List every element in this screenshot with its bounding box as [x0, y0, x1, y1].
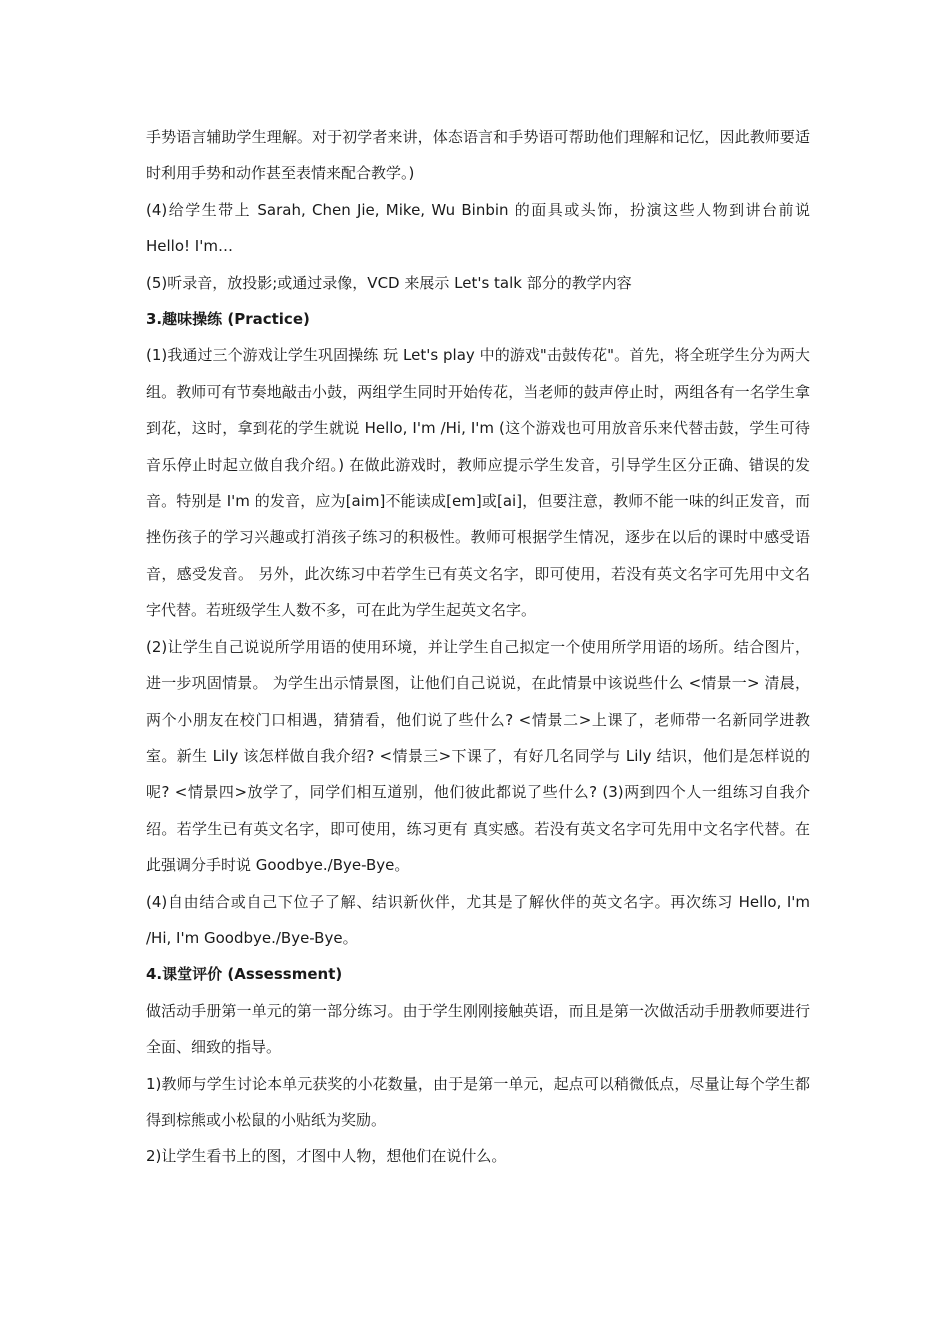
paragraph-activity-book: 做活动手册第一单元的第一部分练习。由于学生刚刚接触英语，而且是第一次做活动手册教师要进行全面、细致的指导。: [146, 1001, 810, 1057]
section-heading-assessment: 4.课堂评价 (Assessment): [146, 965, 343, 984]
paragraph-assessment-pictures: 2)让学生看书上的图，才图中人物，想他们在说什么。: [146, 1147, 507, 1166]
document-body: [146, 119, 810, 1175]
paragraph-practice-game: (1)我通过三个游戏让学生巩固操练 玩 Let's play 中的游戏"击鼓传花"。首先，将全班学生分为两大组。教师可有节奏地敲击小鼓，两组学生同时开始传花，当老师的鼓声停止时，两组各有一名学生拿到花，这时，拿到花的学生就说 Hello, I'm /Hi, I'm (这个游戏也可用放音乐来代替击鼓，学生可待音乐停止时起立做自我介绍。) 在做此游戏时，教师应提示学生发音，引导学生区分正确、错误的发音。特别是 I'm 的发音，应为[aim]不能读成[em]或[ai]，但要注意，教师不能一味的纠正发音，而挫伤孩子的学习兴趣或打消孩子练习的积极性。教师可根据学生情况，逐步在以后的课时中感受语音，感受发音。 另外，此次练习中若学生已有英文名字，即可使用，若没有英文名字可先用中文名字代替。若班级学生人数不多，可在此为学生起英文名字。: [146, 346, 810, 620]
paragraph-step-4-masks: (4)给学生带上 Sarah, Chen Jie, Mike, Wu Binbin 的面具或头饰，扮演这些人物到讲台前说 Hello! I'm…: [146, 200, 810, 256]
paragraph-practice-scenes: (2)让学生自己说说所学用语的使用环境，并让学生自己拟定一个使用所学用语的场所。结合图片，进一步巩固情景。 为学生出示情景图，让他们自己说说，在此情景中该说些什么 <情景一> 清晨，两个小朋友在校门口相遇，猜猜看，他们说了些什么? <情景二>上课了，老师带一名新同学进教室。新生 Lily 该怎样做自我介绍? <情景三>下课了，有好几名同学与 Lily 结识，他们是怎样说的呢? <情景四>放学了，同学们相互道别，他们彼此都说了些什么? (3)两到四个人一组练习自我介绍。若学生已有英文名字，即可使用，练习更有 真实感。若没有英文名字可先用中文名字代替。在此强调分手时说 Goodbye./Bye-Bye。: [146, 637, 810, 875]
paragraph-gesture-language: 手势语言辅助学生理解。对于初学者来讲，体态语言和手势语可帮助他们理解和记忆，因此教师要适时利用手势和动作甚至表情来配合教学。): [146, 128, 810, 183]
section-heading-practice: 3.趣味操练 (Practice): [146, 310, 310, 329]
paragraph-assessment-flowers: 1)教师与学生讨论本单元获奖的小花数量，由于是第一单元，起点可以稍微低点，尽量让每个学生都得到棕熊或小松鼠的小贴纸为奖励。: [146, 1074, 810, 1129]
paragraph-practice-partners: (4)自由结合或自己下位子了解、结识新伙伴，尤其是了解伙伴的英文名字。再次练习 Hello, I'm /Hi, I'm Goodbye./Bye-Bye。: [146, 892, 810, 947]
paragraph-step-5-recording: (5)听录音，放投影;或通过录像，VCD 来展示 Let's talk 部分的教学内容: [146, 273, 632, 292]
